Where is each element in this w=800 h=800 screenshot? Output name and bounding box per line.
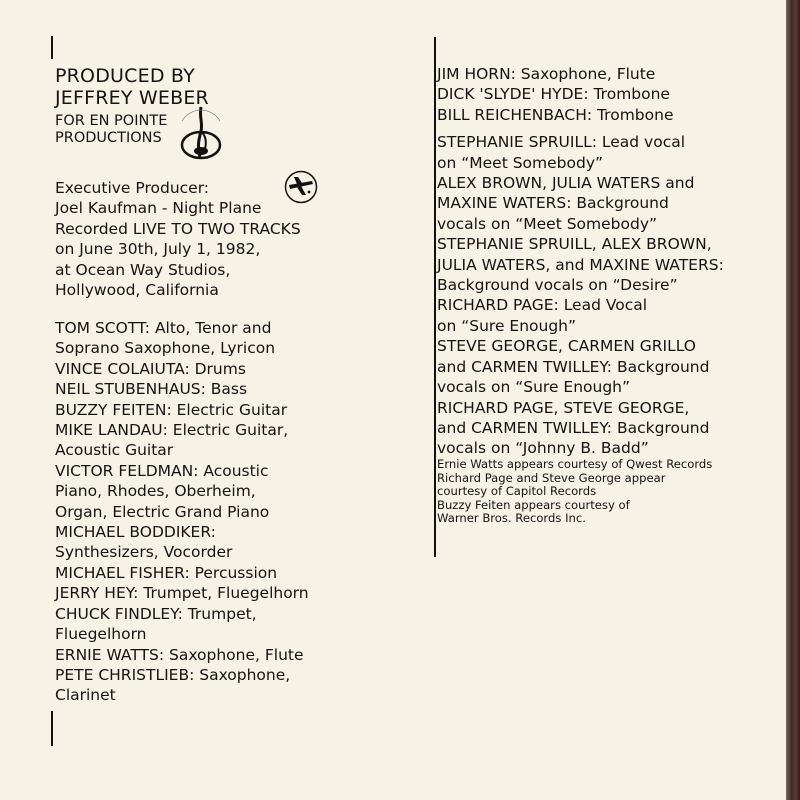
credit-line: MICHAEL FISHER: Percussion <box>55 563 278 582</box>
credit-line: on “Meet Somebody” <box>437 153 604 172</box>
left-top-rule <box>51 36 53 59</box>
credit-line: JERRY HEY: Trumpet, Fluegelhorn <box>55 584 309 603</box>
left-bottom-rule <box>51 711 53 746</box>
courtesy-line: Warner Bros. Records Inc. <box>437 511 586 526</box>
credit-line: RICHARD PAGE, STEVE GEORGE, <box>437 398 690 417</box>
production-company-line-1: FOR EN POINTE <box>55 113 168 129</box>
produced-by-heading: PRODUCED BY <box>55 65 195 87</box>
credit-line: RICHARD PAGE: Lead Vocal <box>437 296 648 315</box>
credit-line: BUZZY FEITEN: Electric Guitar <box>55 400 288 419</box>
recording-line: Executive Producer: <box>55 179 210 197</box>
credit-line: STEPHANIE SPRUILL: Lead vocal <box>437 133 686 152</box>
vocal-credits <box>437 132 724 459</box>
credit-line: Organ, Electric Grand Piano <box>55 502 270 521</box>
credit-line: on “Sure Enough” <box>437 316 577 335</box>
credit-line: ERNIE WATTS: Saxophone, Flute <box>55 645 304 664</box>
en-pointe-logo <box>179 101 223 163</box>
credit-line: Soprano Saxophone, Lyricon <box>55 339 276 358</box>
right-credits <box>437 64 724 459</box>
credit-line: vocals on “Sure Enough” <box>437 378 631 397</box>
credit-line: JULIA WATERS, and MAXINE WATERS: <box>437 255 724 274</box>
recording-info <box>55 178 301 300</box>
credit-line: vocals on “Meet Somebody” <box>437 214 658 233</box>
recording-line: at Ocean Way Studios, <box>55 260 231 279</box>
booklet-edge <box>786 0 800 800</box>
credit-line: Fluegelhorn <box>55 625 147 644</box>
credit-line: DICK 'SLYDE' HYDE: Trombone <box>437 85 670 104</box>
producer-name: JEFFREY WEBER <box>55 87 209 109</box>
recording-line: Hollywood, California <box>55 281 219 300</box>
credit-line: PETE CHRISTLIEB: Saxophone, <box>55 665 291 684</box>
credit-line: VICTOR FELDMAN: Acoustic <box>55 461 269 480</box>
credit-line: Synthesizers, Vocorder <box>55 543 233 562</box>
right-column-rule <box>434 37 436 557</box>
recording-line: on June 30th, July 1, 1982, <box>55 240 261 259</box>
credit-line: TOM SCOTT: Alto, Tenor and <box>55 319 272 337</box>
recording-line: Joel Kaufman - Night Plane <box>55 199 262 218</box>
credit-line: STEPHANIE SPRUILL, ALEX BROWN, <box>437 235 712 254</box>
credit-line: NEIL STUBENHAUS: Bass <box>55 380 248 399</box>
credit-line: MICHAEL BODDIKER: <box>55 523 216 542</box>
credit-line: vocals on “Johnny B. Badd” <box>437 439 649 458</box>
credit-line: Piano, Rhodes, Oberheim, <box>55 482 256 501</box>
credit-line: BILL REICHENBACH: Trombone <box>437 105 674 124</box>
credit-line: JIM HORN: Saxophone, Flute <box>437 65 656 83</box>
credit-line: MAXINE WATERS: Background <box>437 194 669 213</box>
credit-line: CHUCK FINDLEY: Trumpet, <box>55 604 257 623</box>
courtesy-line: Buzzy Feiten appears courtesy of <box>437 497 630 512</box>
credit-line: STEVE GEORGE, CARMEN GRILLO <box>437 337 697 356</box>
recording-line: Recorded LIVE TO TWO TRACKS <box>55 219 301 238</box>
production-company-line-2: PRODUCTIONS <box>55 130 162 146</box>
courtesy-notes <box>437 458 712 526</box>
credit-line: ALEX BROWN, JULIA WATERS and <box>437 174 695 193</box>
courtesy-line: courtesy of Capitol Records <box>437 484 597 499</box>
credit-line: Acoustic Guitar <box>55 441 174 460</box>
credit-line: Background vocals on “Desire” <box>437 276 678 295</box>
left-credits <box>55 318 309 706</box>
credit-line: and CARMEN TWILLEY: Background <box>437 418 710 437</box>
horn-credits <box>437 64 724 125</box>
credit-line: MIKE LANDAU: Electric Guitar, <box>55 421 289 440</box>
credit-line: Clarinet <box>55 686 116 705</box>
courtesy-line: Richard Page and Steve George appear <box>437 470 666 485</box>
credit-line: VINCE COLAIUTA: Drums <box>55 359 246 378</box>
courtesy-line: Ernie Watts appears courtesy of Qwest Records <box>437 457 713 471</box>
credit-line: and CARMEN TWILLEY: Background <box>437 357 710 376</box>
